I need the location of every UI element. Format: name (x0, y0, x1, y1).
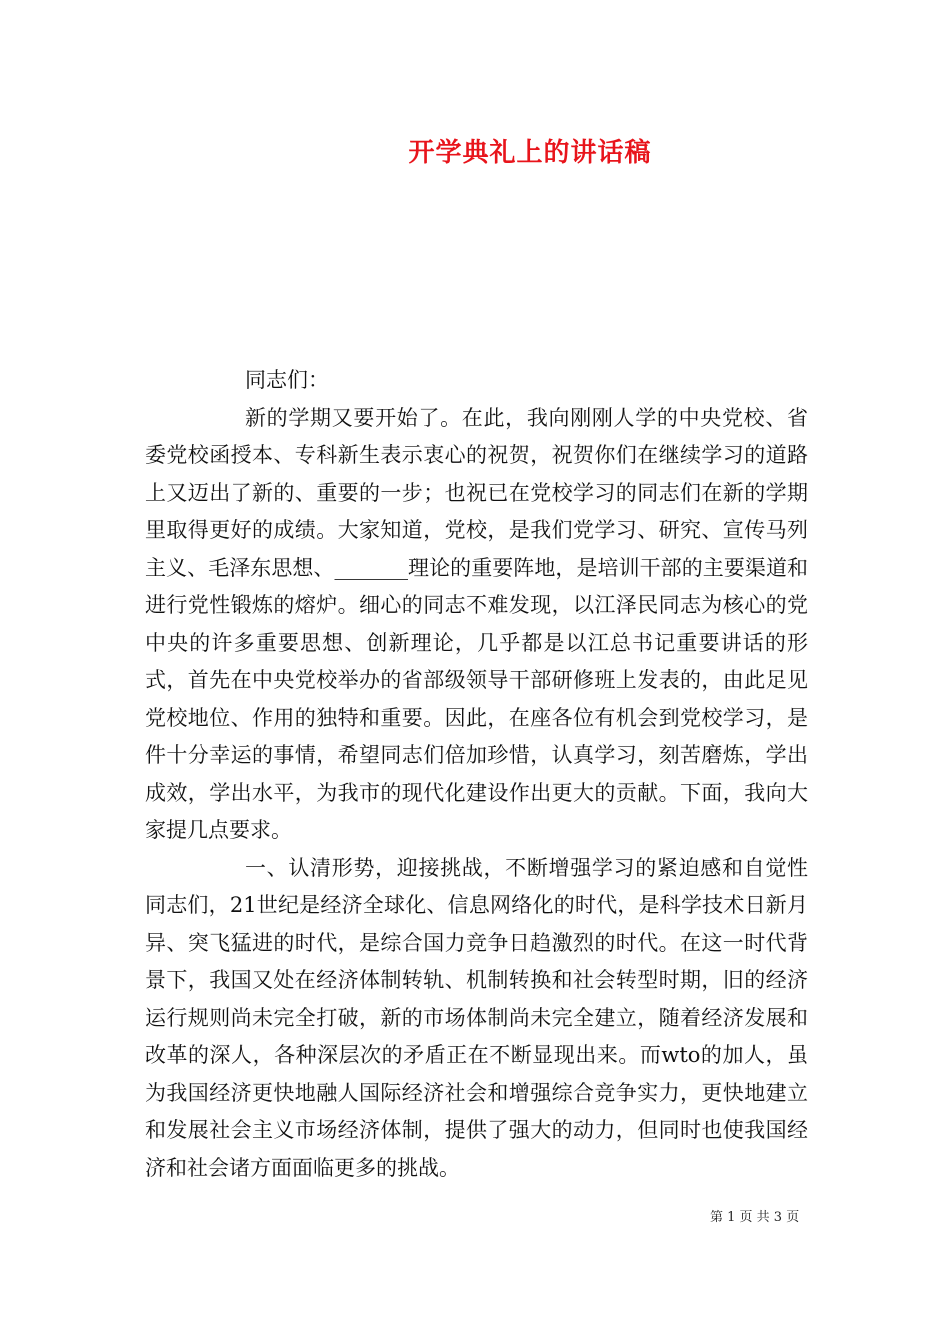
page-number-footer: 第 1 页 共 3 页 (710, 1210, 800, 1225)
document-title: 开学典礼上的讲话稿 (408, 138, 652, 168)
salutation: 同志们： (245, 368, 329, 392)
document-body (145, 362, 808, 1187)
paragraph-section-one: 一、认清形势，迎接挑战，不断增强学习的紧迫感和自觉性同志们，21世纪是经济全球化、信息网络化的时代，是科学技术日新月异、突飞猛进的时代，是综合国力竞争日趋激烈的时代。在这一时代背景下，我国又处在经济体制转轨、机制转换和社会转型时期，旧的经济运行规则尚未完全打破，新的市场体制尚未完全建立，随着经济发展和改革的深人，各种深层次的矛盾正在不断显现出来。而wto的加人，虽为我国经济更快地融人国际经济社会和增强综合竞争实力，更快地建立和发展社会主义市场经济体制，提供了强大的动力，但同时也使我国经济和社会诸方面面临更多的挑战。 (145, 855, 808, 1180)
paragraph-intro: 新的学期又要开始了。在此，我向刚刚人学的中央党校、省委党校函授本、专科新生表示衷心的祝贺，祝贺你们在继续学习的道路上又迈出了新的、重要的一步；也祝已在党校学习的同志们在新的学期里取得更好的成绩。大家知道，党校，是我们党学习、研究、宣传马列主义、毛泽东思想、_______理论的重要阵地，是培训干部的主要渠道和进行党性锻炼的熔炉。细心的同志不难发现，以江泽民同志为核心的党中央的许多重要思想、创新理论，几乎都是以江总书记重要讲话的形式，首先在中央党校举办的省部级领导干部研修班上发表的，由此足见党校地位、作用的独特和重要。因此，在座各位有机会到党校学习，是件十分幸运的事情，希望同志们倍加珍惜，认真学习，刻苦磨炼，学出成效，学出水平，为我市的现代化建设作出更大的贡献。下面，我向大家提几点要求。 (145, 405, 808, 842)
